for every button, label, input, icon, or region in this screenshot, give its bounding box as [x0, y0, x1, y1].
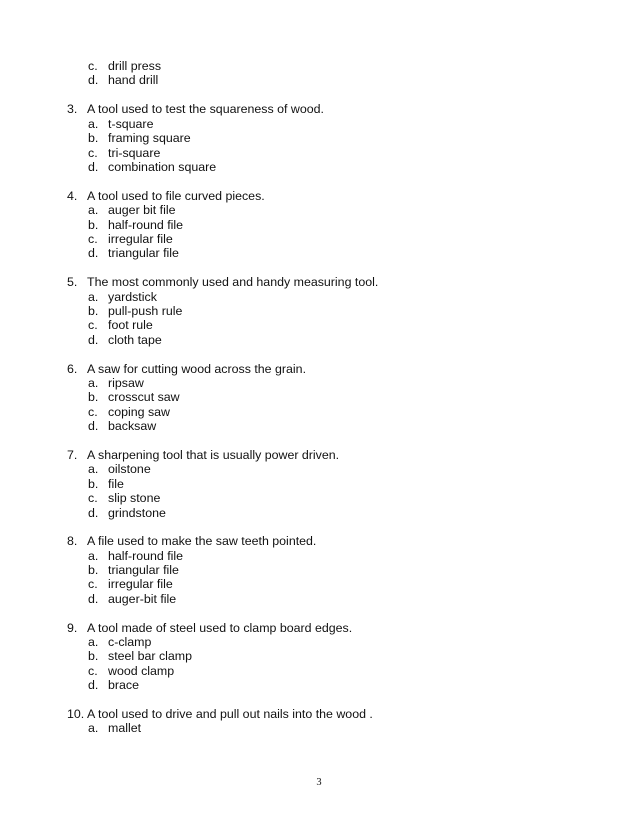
option-letter: c. [88, 59, 98, 73]
option-text: mallet [108, 721, 142, 735]
question-text: A tool used to file curved pieces. [87, 189, 265, 203]
question-number: 3. [67, 102, 78, 116]
option-letter: c. [88, 664, 98, 678]
question-number: 7. [67, 448, 78, 462]
option-letter: b. [88, 304, 99, 318]
option-text: grindstone [108, 506, 166, 520]
option-letter: a. [88, 462, 99, 476]
option-letter: a. [88, 203, 99, 217]
option-text: cloth tape [108, 333, 162, 347]
option-letter: c. [88, 232, 98, 246]
question-number: 5. [67, 275, 78, 289]
option-text: drill press [108, 59, 162, 73]
option-text: tri-square [108, 146, 161, 160]
option-letter: c. [88, 146, 98, 160]
option-letter: a. [88, 635, 99, 649]
option-text: triangular file [108, 246, 179, 260]
option-text: combination square [108, 160, 217, 174]
option-letter: c. [88, 491, 98, 505]
option-letter: a. [88, 549, 99, 563]
option-letter: d. [88, 419, 99, 433]
option-text: t-square [108, 117, 154, 131]
option-letter: b. [88, 477, 99, 491]
option-letter: b. [88, 218, 99, 232]
page-number: 3 [316, 777, 322, 788]
option-text: c-clamp [108, 635, 152, 649]
option-letter: a. [88, 117, 99, 131]
option-letter: b. [88, 131, 99, 145]
option-text: steel bar clamp [108, 649, 193, 663]
option-text: oilstone [108, 462, 151, 476]
option-letter: b. [88, 390, 99, 404]
option-text: framing square [108, 131, 191, 145]
option-letter: d. [88, 506, 99, 520]
option-text: irregular file [108, 232, 173, 246]
option-text: foot rule [108, 318, 153, 332]
option-text: slip stone [108, 491, 161, 505]
question-text: A tool used to drive and pull out nails into the wood . [87, 707, 373, 721]
question-number: 4. [67, 189, 78, 203]
option-text: auger bit file [108, 203, 176, 217]
option-text: auger-bit file [108, 592, 177, 606]
question-text: The most commonly used and handy measuring tool. [87, 275, 379, 289]
option-text: ripsaw [108, 376, 144, 390]
option-text: yardstick [108, 290, 157, 304]
question-text: A tool made of steel used to clamp board edges. [87, 621, 353, 635]
option-letter: a. [88, 290, 99, 304]
option-text: wood clamp [108, 664, 175, 678]
option-letter: a. [88, 721, 99, 735]
option-text: hand drill [108, 73, 159, 87]
option-text: coping saw [108, 405, 170, 419]
option-letter: c. [88, 318, 98, 332]
option-text: pull-push rule [108, 304, 183, 318]
option-text: brace [108, 678, 139, 692]
option-letter: c. [88, 405, 98, 419]
option-letter: d. [88, 592, 99, 606]
option-letter: d. [88, 73, 99, 87]
option-text: triangular file [108, 563, 179, 577]
option-letter: c. [88, 577, 98, 591]
option-letter: d. [88, 678, 99, 692]
question-text: A tool used to test the squareness of wood. [87, 102, 324, 116]
option-letter: d. [88, 333, 99, 347]
option-text: irregular file [108, 577, 173, 591]
option-text: backsaw [108, 419, 157, 433]
question-text: A file used to make the saw teeth pointed. [87, 534, 317, 548]
option-letter: b. [88, 649, 99, 663]
option-letter: b. [88, 563, 99, 577]
question-number: 9. [67, 621, 78, 635]
option-text: half-round file [108, 218, 184, 232]
question-number: 10. [67, 707, 85, 721]
question-text: A saw for cutting wood across the grain. [87, 362, 307, 376]
option-letter: d. [88, 160, 99, 174]
option-text: file [108, 477, 124, 491]
question-number: 6. [67, 362, 78, 376]
option-text: crosscut saw [108, 390, 180, 404]
option-text: half-round file [108, 549, 184, 563]
question-number: 8. [67, 534, 78, 548]
question-text: A sharpening tool that is usually power driven. [87, 448, 340, 462]
option-letter: d. [88, 246, 99, 260]
option-letter: a. [88, 376, 99, 390]
